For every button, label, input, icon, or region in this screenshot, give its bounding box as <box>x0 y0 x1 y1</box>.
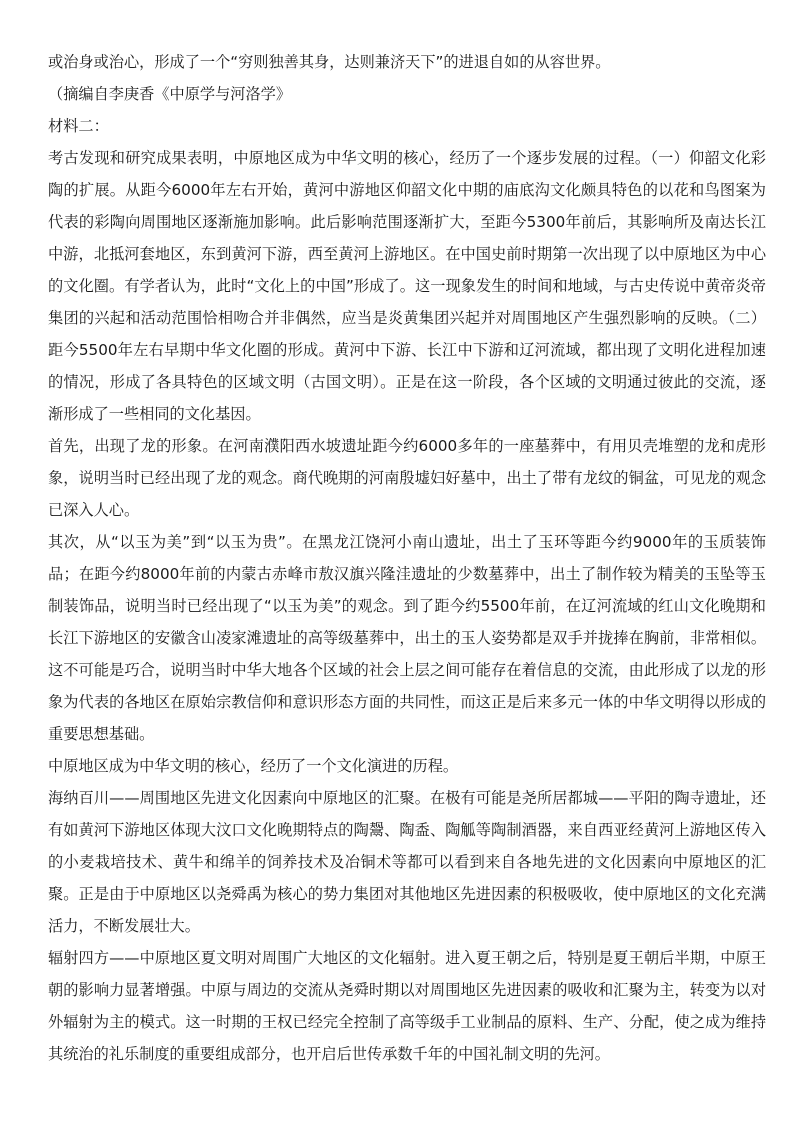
body-paragraph: 首先，出现了龙的形象。在河南濮阳西水坡遗址距今约6000多年的一座墓葬中，有用贝壳堆塑的龙和虎形象，说明当时已经出现了龙的观念。商代晚期的河南殷墟妇好墓中，出土了带有龙纹的铜盆，可见龙的观念已深入人心。 <box>48 437 766 519</box>
body-paragraph: 考古发现和研究成果表明，中原地区成为中华文明的核心，经历了一个逐步发展的过程。（一）仰韶文化彩陶的扩展。从距今6000年左右开始，黄河中游地区仰韶文化中期的庙底沟文化颇具特色的以花和鸟图案为代表的彩陶向周围地区逐渐施加影响。此后影响范围逐渐扩大，至距今5300年前后，其影响所及南达长江中游，北抵河套地区，东到黄河下游，西至黄河上游地区。在中国史前时期第一次出现了以中原地区为中心的文化圈。有学者认为，此时“文化上的中国”形成了。这一现象发生的时间和地域，与古史传说中黄帝炎帝集团的兴起和活动范围恰相吻合并非偶然，应当是炎黄集团兴起并对周围地区产生强烈影响的反映。（二）距今5500年左右早期中华文化圈的形成。黄河中下游、长江中下游和辽河流域，都出现了文明化进程加速的情况，形成了各具特色的区域文明（古国文明）。正是在这一阶段，各个区域的文明通过彼此的交流，逐渐形成了一些相同的文化基因。 <box>48 149 766 423</box>
body-paragraph: 海纳百川——周围地区先进文化因素向中原地区的汇聚。在极有可能是尧所居都城——平阳的陶寺遗址，还有如黄河下游地区体现大汶口文化晚期特点的陶鬶、陶盉、陶觚等陶制酒器，来自西亚经黄河上游地区传入的小麦栽培技术、黄牛和绵羊的饲养技术及冶铜术等都可以看到来自各地先进的文化因素向中原地区的汇聚。正是由于中原地区以尧舜禹为核心的势力集团对其他地区先进因素的积极吸收，使中原地区的文化充满活力，不断发展壮大。 <box>48 789 766 935</box>
body-paragraph: 中原地区成为中华文明的核心，经历了一个文化演进的历程。 <box>48 757 459 775</box>
body-paragraph: 辐射四方——中原地区夏文明对周围广大地区的文化辐射。进入夏王朝之后，特别是夏王朝后半期，中原王朝的影响力显著增强。中原与周边的交流从尧舜时期以对周围地区先进因素的吸收和汇聚为主，转变为以对外辐射为主的模式。这一时期的王权已经完全控制了高等级手工业制品的原料、生产、分配，使之成为维持其统治的礼乐制度的重要组成部分，也开启后世传承数千年的中国礼制文明的先河。 <box>48 949 766 1063</box>
document-page <box>48 46 766 1070</box>
continuation-paragraph: 或治身或治心，形成了一个“穷则独善其身，达则兼济天下”的进退自如的从容世界。 <box>48 53 611 71</box>
material-heading: 材料二： <box>48 117 109 135</box>
body-paragraph: 其次，从“以玉为美”到“以玉为贵”。在黑龙江饶河小南山遗址，出土了玉环等距今约9000年的玉质装饰品；在距今约8000年前的内蒙古赤峰市敖汉旗兴隆洼遗址的少数墓葬中，出土了制作较为精美的玉坠等玉制装饰品，说明当时已经出现了“以玉为美”的观念。到了距今约5500年前，在辽河流域的红山文化晚期和长江下游地区的安徽含山凌家滩遗址的高等级墓葬中，出土的玉人姿势都是双手并拢捧在胸前，非常相似。这不可能是巧合，说明当时中华大地各个区域的社会上层之间可能存在着信息的交流，由此形成了以龙的形象为代表的各地区在原始宗教信仰和意识形态方面的共同性，而这正是后来多元一体的中华文明得以形成的重要思想基础。 <box>48 533 766 743</box>
source-note: （摘编自李庚香《中原学与河洛学》 <box>48 85 291 103</box>
